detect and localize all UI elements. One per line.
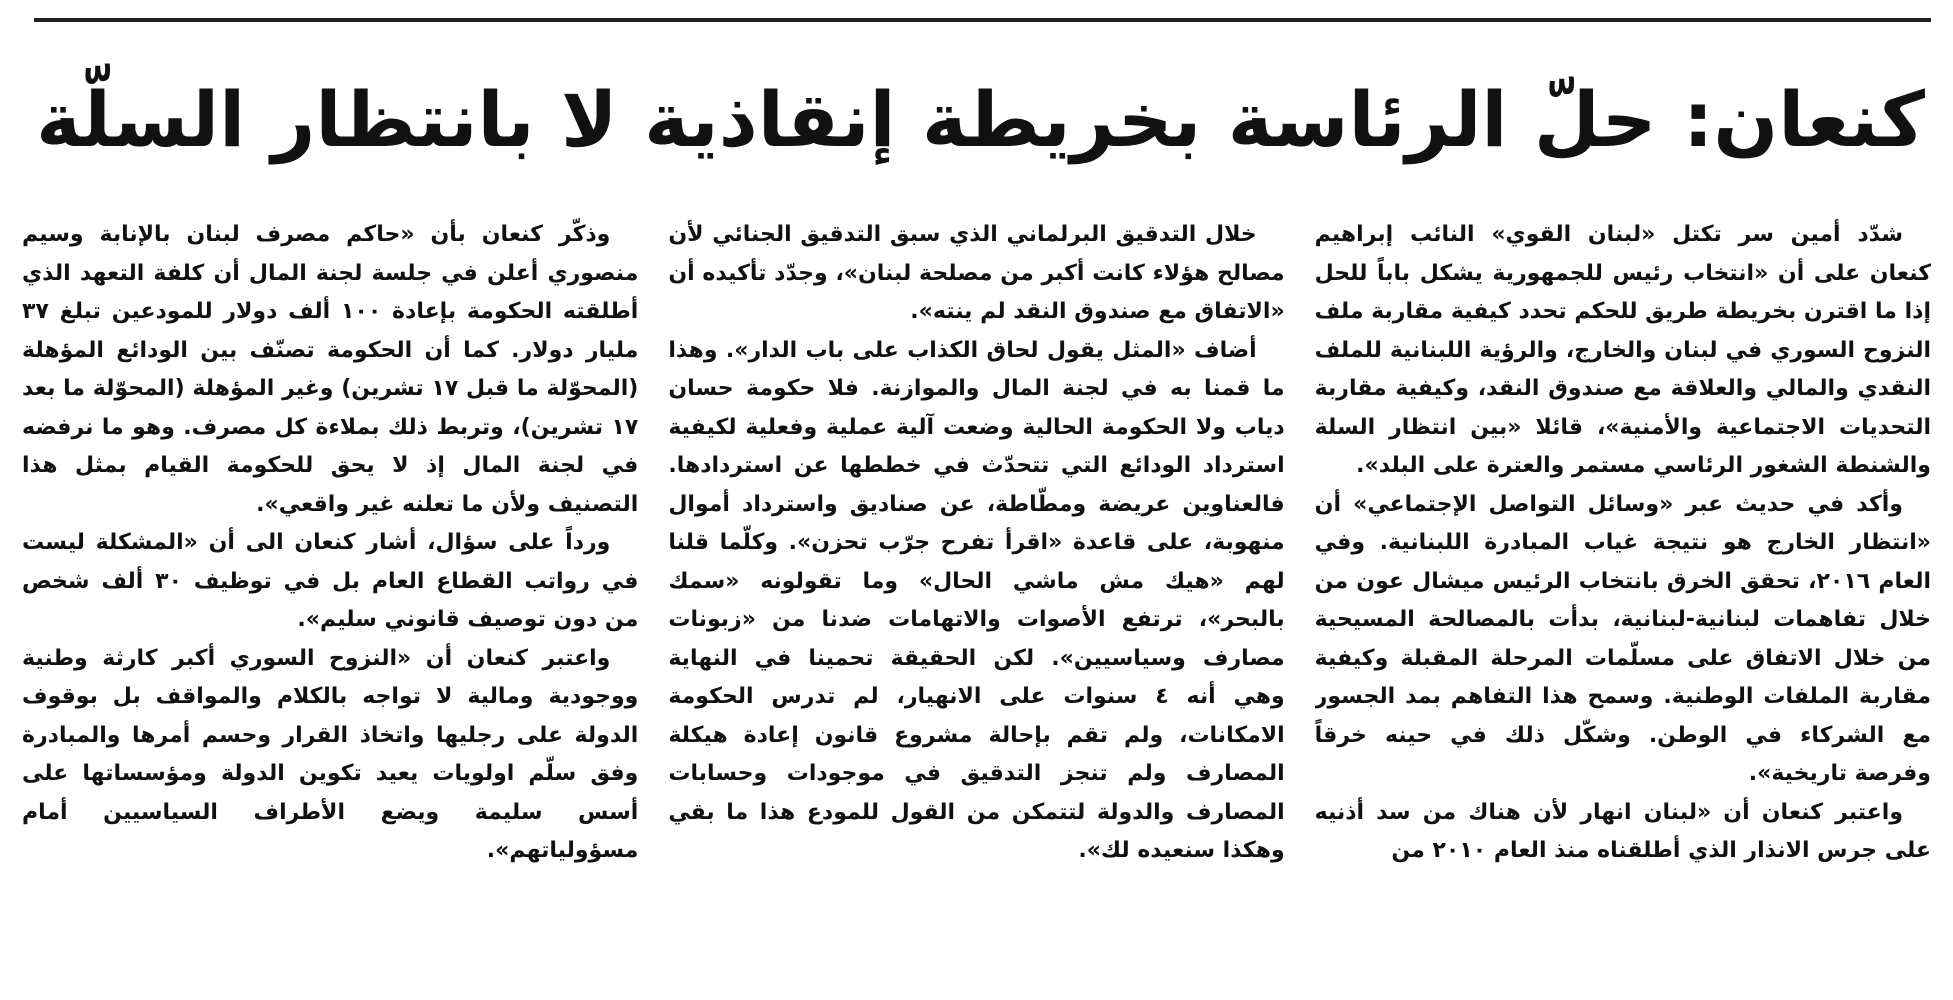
paragraph: ورداً على سؤال، أشار كنعان الى أن «المشكلة ليست في رواتب القطاع العام بل في توظيف ٣٠ ألف شخص من دون توصيف قانوني سليم». (22, 530, 639, 632)
paragraph: خلال التدقيق البرلماني الذي سبق التدقيق الجنائي لأن مصالح هؤلاء كانت أكبر من مصلحة لبنان»، وجدّد تأكيده أن «الاتفاق مع صندوق النقد لم ينته». (668, 222, 1285, 324)
paragraph: وأكد في حديث عبر «وسائل التواصل الإجتماعي» أن «انتظار الخارج هو نتيجة غياب المبادرة اللبنانية. وفي العام ٢٠١٦، تحقق الخرق بانتخاب الرئيس ميشال عون من خلال تفاهمات لبنانية-لبنانية، بدأت بالمصالحة المسيحية من خلال الاتفاق على مسلّمات المرحلة المقبلة وكيفية مقاربة الملفات الوطنية. وسمح هذا التفاهم بمد الجسور مع الشركاء في الوطن. وشكّل ذلك في حينه خرقاً وفرصة تاريخية». (1314, 491, 1931, 786)
paragraph: أضاف «المثل يقول لحاق الكذاب على باب الدار». وهذا ما قمنا به في لجنة المال والموازنة. فلا حكومة حسان دياب ولا الحكومة الحالية وضعت آلية عملية وفعلية لكيفية استرداد الودائع التي تتحدّث في خططها عن استردادها. فالعناوين عريضة ومطّاطة، عن صناديق واسترداد أموال منهوبة، على قاعدة «اقرأ تفرح جرّب تحزن». وكلّما قلنا لهم «هيك مش ماشي الحال» وما تقولونه «سمك بالبحر»، ترتفع الأصوات والاتهامات ضدنا من «زبونات مصارف وسياسيين». لكن الحقيقة تحمينا في النهاية وهي أنه ٤ سنوات على الانهيار، لم تدرس الحكومة الامكانات، ولم تقم بإحالة مشروع قانون إعادة هيكلة المصارف ولم تنجز التدقيق في موجودات وحسابات المصارف والدولة لتتمكن من القول للمودع هذا ما بقي وهكذا سنعيده لك». (668, 337, 1285, 863)
top-rule (34, 18, 1931, 22)
paragraph: واعتبر كنعان أن «لبنان انهار لأن هناك من سد أذنيه على جرس الانذار الذي أطلقناه منذ العام ٢٠١٠ من (1314, 799, 1931, 863)
paragraph: وذكّر كنعان بأن «حاكم مصرف لبنان بالإنابة وسيم منصوري أعلن في جلسة لجنة المال أن كلفة التعهد الذي أطلقته الحكومة بإعادة ١٠٠ ألف دولار للمودعين تبلغ ٣٧ مليار دولار. كما أن الحكومة تصنّف بين الودائع المؤهلة (المحوّلة ما قبل ١٧ تشرين) وغير المؤهلة (المحوّلة ما بعد ١٧ تشرين)، وتربط ذلك بملاءة كل مصرف. وهو ما نرفضه في لجنة المال إذ لا يحق للحكومة القيام بمثل هذا التصنيف ولأن ما تعلنه غير واقعي». (22, 222, 639, 517)
column-middle (668, 216, 1284, 1000)
column-right (1315, 216, 1931, 1000)
paragraph: واعتبر كنعان أن «النزوح السوري أكبر كارثة وطنية ووجودية ومالية لا تواجه بالكلام والمواقف بل بوقوف الدولة على رجليها واتخاذ القرار وحسم أمرها والمبادرة وفق سلّم اولويات يعيد تكوين الدولة ومؤسساتها على أسس سليمة ويضع الأطراف السياسيين أمام مسؤولياتهم». (22, 645, 639, 863)
article-columns (22, 216, 1931, 1000)
paragraph: شدّد أمين سر تكتل «لبنان القوي» النائب إبراهيم كنعان على أن «انتخاب رئيس للجمهورية يشكل باباً للحل إذا ما اقترن بخريطة طريق للحكم تحدد كيفية مقاربة ملف النزوح السوري في لبنان والخارج، والرؤية اللبنانية للملف النقدي والمالي والعلاقة مع صندوق النقد، وكيفية مقاربة التحديات الاجتماعية والأمنية»، قائلا «بين انتظار السلة والشنطة الشغور الرئاسي مستمر والعترة على البلد». (1314, 222, 1931, 478)
column-left (22, 216, 638, 1000)
headline: كنعان: حلّ الرئاسة بخريطة إنقاذية لا بانتظار السلّة (36, 75, 1925, 164)
